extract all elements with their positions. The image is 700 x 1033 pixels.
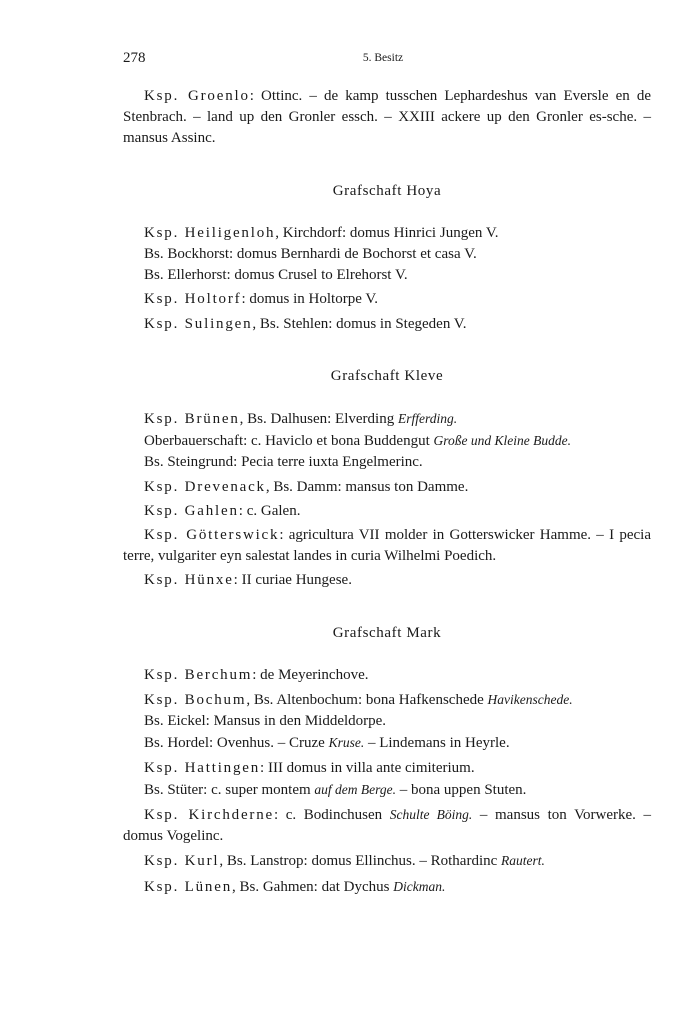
entry-holtorf: Ksp. Holtorf: domus in Holtorpe V. — [144, 291, 378, 308]
entry-goetterswick: Ksp. Götterswick: agricultura VII molder in Gotterswicker Hamme. – I pecia terre, vulgariter eyn salestat landes in curia Wilhelmi Poedich. — [123, 527, 651, 565]
page-number: 278 — [123, 50, 146, 66]
kleve-section — [123, 408, 651, 592]
entry-sulingen: Ksp. Sulingen, Bs. Stehlen: domus in Stegeden V. — [144, 315, 467, 332]
entry-kurl: Ksp. Kurl, Bs. Lanstrop: domus Ellinchus. – Rothardinc Rautert. — [144, 853, 545, 870]
hoya-section — [123, 223, 651, 335]
entry-drevenack: Ksp. Drevenack, Bs. Damm: mansus ton Damme. — [144, 478, 469, 495]
entry-eickel: Bs. Eickel: Mansus in den Middeldorpe. — [144, 713, 387, 730]
entry-luenen: Ksp. Lünen, Bs. Gahmen: dat Dychus Dickman. — [144, 878, 446, 895]
page-body — [123, 86, 651, 898]
entry-bruenen: Ksp. Brünen, Bs. Dalhusen: Elverding Erfferding. — [144, 411, 458, 428]
running-head: 5. Besitz — [362, 52, 404, 64]
mark-section — [123, 665, 651, 898]
section-heading-kleve: Grafschaft Kleve — [330, 367, 444, 384]
entry-heiligenloh: Ksp. Heiligenloh, Kirchdorf: domus Hinrici Jungen V. — [144, 224, 499, 241]
entry-berchum: Ksp. Berchum: de Meyerinchove. — [144, 666, 369, 683]
entry-steingrund: Bs. Steingrund: Pecia terre iuxta Engelmerinc. — [144, 454, 423, 471]
entry-ellerhorst: Bs. Ellerhorst: domus Crusel to Elrehorst V. — [144, 267, 408, 284]
entry-bochum: Ksp. Bochum, Bs. Altenbochum: bona Hafkenschede Havikenschede. — [144, 692, 573, 709]
entry-oberbauerschaft: Oberbauerschaft: c. Haviclo et bona Buddengut Große und Kleine Budde. — [144, 433, 571, 450]
entry-hattingen: Ksp. Hattingen: III domus in villa ante cimiterium. — [144, 759, 475, 776]
page-header — [123, 50, 643, 70]
entry-hordel: Bs. Hordel: Ovenhus. – Cruze Kruse. – Lindemans in Heyrle. — [144, 735, 510, 752]
section-heading-hoya: Grafschaft Hoya — [332, 182, 442, 199]
entry-stueter: Bs. Stüter: c. super montem auf dem Berge. – bona uppen Stuten. — [144, 781, 527, 798]
entry-huenxe: Ksp. Hünxe: II curiae Hungese. — [144, 572, 352, 589]
section-heading-mark: Grafschaft Mark — [332, 624, 442, 641]
intro-entry: Ksp. Groenlo: Ottinc. – de kamp tusschen Lephardeshus van Eversle en de Stenbrach. – land up den Gronler essch. – XXIII ackere up den Gronler es-sche. – mansus Assinc. — [123, 88, 652, 147]
entry-kirchderne: Ksp. Kirchderne: c. Bodinchusen Schulte Böing. – mansus ton Vorwerke. – domus Vogelinc. — [123, 807, 652, 845]
entry-bockhorst: Bs. Bockhorst: domus Bernhardi de Bochorst et casa V. — [144, 246, 477, 263]
entry-gahlen: Ksp. Gahlen: c. Galen. — [144, 502, 301, 519]
parish-name: Ksp. Groenlo — [144, 88, 250, 104]
